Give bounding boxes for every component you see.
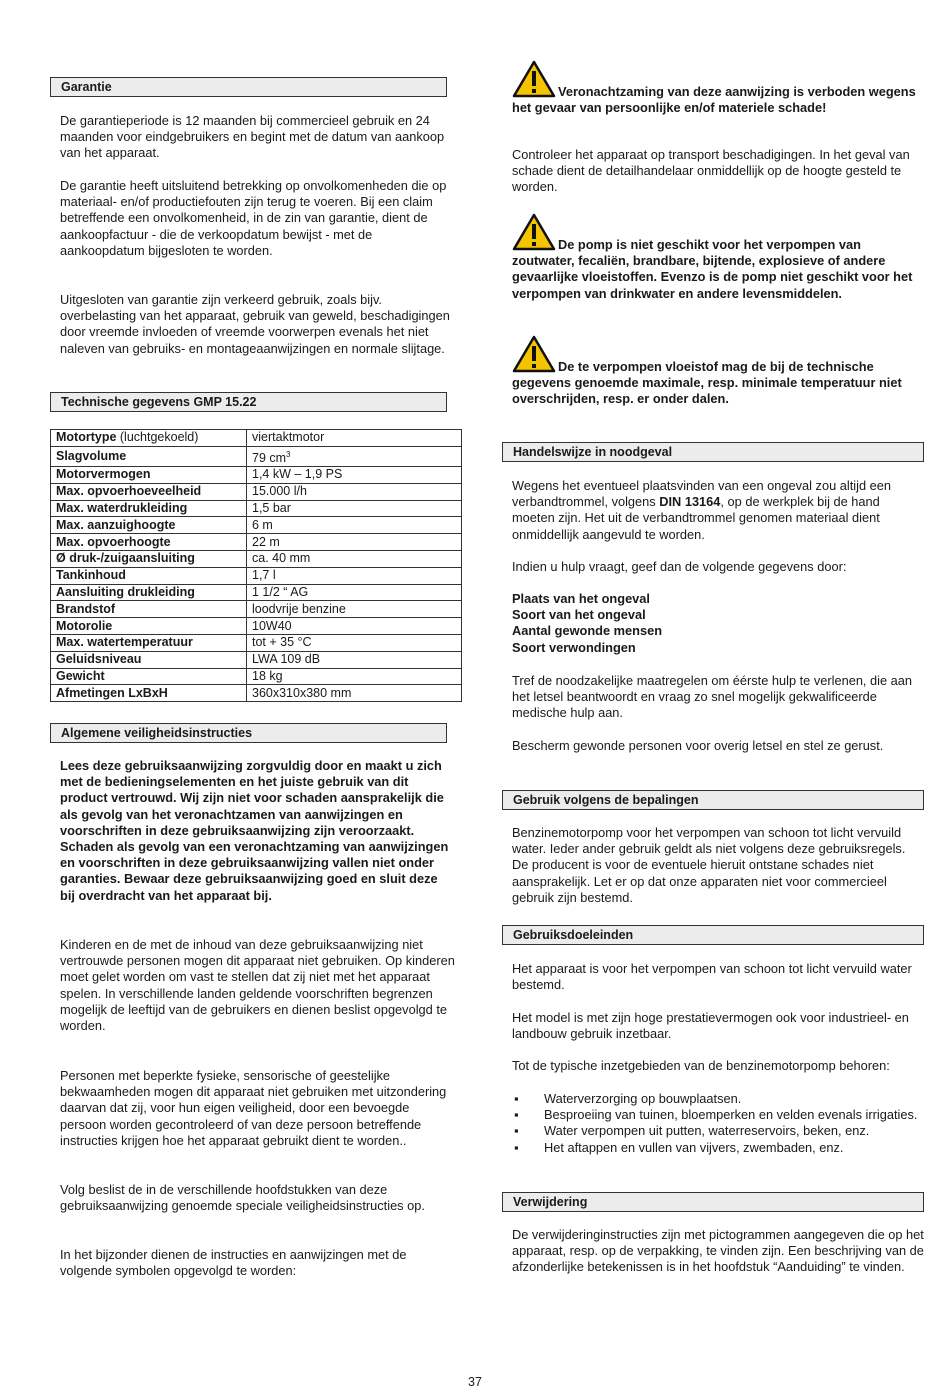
spec-key <box>51 567 247 584</box>
spec-value <box>247 550 462 567</box>
spec-value <box>247 668 462 685</box>
list-item <box>512 1107 924 1123</box>
spec-value <box>247 466 462 483</box>
spec-key-text: Gewicht <box>56 668 105 683</box>
spec-value <box>247 430 462 447</box>
spec-value <box>247 500 462 517</box>
warning-text-3: De te verpompen vloeistof mag de bij de technische gegevens genoemde maximale, resp. minimale temperatuur niet overschrijden, resp. er onder dalen. <box>512 359 902 407</box>
spec-value-text: 360x310x380 mm <box>252 685 352 700</box>
spec-key-text: Motorolie <box>56 618 113 633</box>
table-row <box>51 517 462 534</box>
noodgeval-item: Plaats van het ongeval <box>512 591 650 606</box>
spec-key <box>51 500 247 517</box>
table-row <box>51 446 462 466</box>
spec-value-superscript: 3 <box>286 449 291 459</box>
table-row <box>51 430 462 447</box>
spec-key-text: Aansluiting drukleiding <box>56 584 195 599</box>
section-header-doeleinden: Gebruiksdoeleinden <box>502 925 924 945</box>
veiligheid-paragraph-personen: Personen met beperkte fysieke, sensorische of geestelijke bekwaamheden mogen dit apparaat niet gebruiken met uitzondering daarvan dat zij, voor hun eigen veiligheid, door een bevoegde persoon worden gecontroleerd of van deze persoon betreffende instructies krijgen hoe het apparaat gebruikt dient te worden.. <box>60 1068 447 1148</box>
spec-value-text: LWA 109 dB <box>252 652 321 667</box>
spec-key <box>51 550 247 567</box>
section-header-garantie: Garantie <box>50 77 447 97</box>
garantie-paragraph-3: Uitgesloten van garantie zijn verkeerd gebruik, zoals bijv. overbelasting van het apparaat, gebruik van geweld, beschadigingen door vreemde invloeden of vreemde voorwerpen evenals het niet naleven van gebruiks- en montageaanwijzingen en normale slijtage. <box>60 292 450 356</box>
spec-value <box>247 517 462 534</box>
spec-key-text: Slagvolume <box>56 448 127 463</box>
spec-key <box>51 634 247 651</box>
spec-key <box>51 601 247 618</box>
bullet-icon: ▪ <box>514 1107 519 1123</box>
list-item <box>512 1140 924 1156</box>
table-row <box>51 634 462 651</box>
spec-key-text: Max. watertemperatuur <box>56 635 193 650</box>
section-header-noodgeval: Handelswijze in noodgeval <box>502 442 924 462</box>
spec-value <box>247 534 462 551</box>
spec-key <box>51 517 247 534</box>
noodgeval-item: Soort van het ongeval <box>512 607 646 623</box>
spec-key <box>51 430 247 447</box>
doeleinden-paragraph-3: Tot de typische inzetgebieden van de benzinemotorpomp behoren: <box>512 1058 890 1073</box>
warning-triangle-icon <box>512 60 556 98</box>
spec-key-text: Max. opvoerhoeveelheid <box>56 484 202 499</box>
spec-value-text: 1,4 kW – 1,9 PS <box>252 467 343 482</box>
table-row <box>51 567 462 584</box>
spec-key-text: Afmetingen LxBxH <box>56 685 168 700</box>
spec-key <box>51 668 247 685</box>
warning-triangle-icon <box>512 335 556 373</box>
warning-block-1 <box>512 60 924 116</box>
controle-paragraph: Controleer het apparaat op transport beschadigingen. In het geval van schade dient de detailhandelaar onmiddellijk op de hoogte gesteld te worden. <box>512 147 910 195</box>
veiligheid-intro-bold: Lees deze gebruiksaanwijzing zorgvuldig door en maakt u zich met de bedieningselementen en het juiste gebruik van dit product vertrouwd. Wij zijn niet voor schaden aansprakelijk die als gevolg van het veronachtzamen van aanwijzingen en voorschriften in deze gebruiksaanwijzing zijn veroorzaakt. Schaden als gevolg van een veronachtzaming van aanwijzingen en voorschriften in deze gebruiksaanwijzing vallen niet onder garanties. Bewaar deze gebruiksaanwijzing goed en sluit deze bij overdracht van het apparaat bij. <box>60 758 449 903</box>
veiligheid-paragraph-symbolen: In het bijzonder dienen de instructies en aanwijzingen met de volgende symbolen opgevolgd te worden: <box>60 1247 407 1279</box>
spec-value-text: ca. 40 mm <box>252 551 311 566</box>
spec-key-text: Motorvermogen <box>56 467 151 482</box>
spec-value-text: 10W40 <box>252 618 292 633</box>
spec-key-text: Geluidsniveau <box>56 652 142 667</box>
spec-value-text: 18 kg <box>252 668 283 683</box>
spec-key <box>51 685 247 702</box>
warning-text-1: Veronachtzaming van deze aanwijzing is verboden wegens het gevaar van persoonlijke en/of materiele schade! <box>512 84 916 116</box>
spec-key <box>51 446 247 466</box>
warning-block-2 <box>512 213 924 302</box>
spec-value-text: tot + 35 °C <box>252 635 312 650</box>
spec-key-text: Max. waterdrukleiding <box>56 500 188 515</box>
noodgeval-paragraph-2: Indien u hulp vraagt, geef dan de volgende gegevens door: <box>512 559 847 574</box>
garantie-paragraph-1: De garantieperiode is 12 maanden bij commercieel gebruik en 24 maanden voor eindgebruikers en begint met de datum van aankoop van het apparaat. <box>60 113 445 161</box>
tech-specs-table <box>50 429 462 702</box>
noodgeval-item: Aantal gewonde mensen <box>512 623 663 639</box>
spec-value-text: 1 1/2 “ AG <box>252 584 309 599</box>
list-item-text: Water verpompen uit putten, waterreservoirs, beken, enz. <box>544 1123 870 1139</box>
doeleinden-paragraph-1: Het apparaat is voor het verpompen van schoon tot licht vervuild water bestemd. <box>512 961 912 993</box>
spec-key-text: Tankinhoud <box>56 568 126 583</box>
spec-value-text: viertaktmotor <box>252 430 325 445</box>
veiligheid-paragraph-kinderen: Kinderen en de met de inhoud van deze gebruiksaanwijzing niet vertrouwde personen mogen dit apparaat niet gebruiken. Op kinderen moet gelet worden om vast te stellen dat zij niet met het apparaat spelen. In verschillende landen geldende voorschriften begrenzen mogelijk de leeftijd van de gebruikers en dienen beslist opgevolgd te worden. <box>60 937 455 1034</box>
spec-key-text: Max. aanzuighoogte <box>56 517 176 532</box>
noodgeval-paragraph-3: Tref de noodzakelijke maatregelen om éérste hulp te verlenen, die aan het letsel beantwoordt en vraag zo snel mogelijk gekwalificeerde medische hulp aan. <box>512 673 913 721</box>
warning-text-2: De pomp is niet geschikt voor het verpompen van zoutwater, fecaliën, brandbare, bijtende, explosieve of andere gevaarlijke vloeistoffen. Evenzo is de pomp niet geschikt voor het verpompen van drinkwater en andere levensmiddelen. <box>512 237 913 301</box>
spec-key-text: Max. opvoerhoogte <box>56 534 171 549</box>
veiligheid-paragraph-volg: Volg beslist de in de verschillende hoofdstukken van deze gebruiksaanwijzing genoemde speciale veiligheidsinstructies op. <box>60 1182 425 1214</box>
warning-block-3 <box>512 335 924 408</box>
table-row <box>51 651 462 668</box>
section-header-tech: Technische gegevens GMP 15.22 <box>50 392 447 412</box>
page-number: 37 <box>468 1375 482 1389</box>
spec-key-note: (luchtgekoeld) <box>116 430 199 445</box>
doeleinden-paragraph-2: Het model is met zijn hoge prestatievermogen ook voor industrieel- en landbouw gebruik inzetbaar. <box>512 1010 909 1042</box>
spec-value <box>247 634 462 651</box>
spec-value <box>247 651 462 668</box>
table-row <box>51 584 462 601</box>
bullet-icon: ▪ <box>514 1123 519 1139</box>
bullet-icon: ▪ <box>514 1091 519 1106</box>
list-item-text: Het aftappen en vullen van vijvers, zwembaden, enz. <box>544 1139 844 1155</box>
din-norm: DIN 13164 <box>659 494 721 510</box>
table-row <box>51 668 462 685</box>
spec-value <box>247 685 462 702</box>
spec-value <box>247 584 462 601</box>
table-row <box>51 500 462 517</box>
spec-value-text: 1,7 l <box>252 568 276 583</box>
spec-key-text: Motortype <box>56 430 117 445</box>
list-item <box>512 1091 924 1107</box>
section-header-veiligheid: Algemene veiligheidsinstructies <box>50 723 447 743</box>
spec-value-text: 6 m <box>252 517 273 532</box>
table-row <box>51 534 462 551</box>
section-header-bepalingen: Gebruik volgens de bepalingen <box>502 790 924 810</box>
list-item <box>512 1123 924 1139</box>
noodgeval-p1-text-a: Wegens het eventueel plaatsvinden van een ongeval zou altijd een verbandtrommel, volgens <box>512 478 891 510</box>
list-item-text: Besproeiing van tuinen, bloemperken en velden evenals irrigaties. <box>544 1107 918 1123</box>
spec-key <box>51 651 247 668</box>
bullet-icon: ▪ <box>514 1139 519 1155</box>
noodgeval-p1-text-c: , op de werkplek bij de hand moeten zijn. Het uit de verbandtrommel genomen materiaal dient onmiddellijk aangevuld te worden. <box>512 494 880 542</box>
table-row <box>51 483 462 500</box>
spec-key-text: Brandstof <box>56 601 116 616</box>
list-item-text: Waterverzorging op bouwplaatsen. <box>544 1091 742 1106</box>
table-row <box>51 685 462 702</box>
spec-value <box>247 618 462 635</box>
spec-key <box>51 584 247 601</box>
garantie-paragraph-2: De garantie heeft uitsluitend betrekking op onvolkomenheden die op materiaal- en/of productiefouten zijn terug te voeren. Bij een claim betreffende een onvolkomenheid, in de zin van garantie, dient de aankoopfactuur - die de verkoopdatum bewijst - met de aankoopdatum bijgesloten te worden. <box>60 178 447 258</box>
spec-value-text: 1,5 bar <box>252 500 291 515</box>
spec-key <box>51 466 247 483</box>
spec-value-text: 15.000 l/h <box>252 484 307 499</box>
noodgeval-item: Soort verwondingen <box>512 639 636 655</box>
table-row <box>51 618 462 635</box>
noodgeval-items <box>512 591 924 656</box>
doeleinden-bullet-list <box>512 1091 924 1156</box>
warning-triangle-icon <box>512 213 556 251</box>
noodgeval-paragraph-4: Bescherm gewonde personen voor overig letsel en stel ze gerust. <box>512 738 884 753</box>
spec-key <box>51 618 247 635</box>
bepalingen-paragraph: Benzinemotorpomp voor het verpompen van schoon tot licht vervuild water. Ieder ander gebruik geldt als niet volgens deze gebruiksregels. De producent is voor de eventuele hieruit ontstane schades niet aansprakelijk. Let er op dat onze apparaten niet voor commercieel gebruik zijn bestemd. <box>512 825 906 905</box>
spec-value-text: 22 m <box>252 534 280 549</box>
spec-key <box>51 483 247 500</box>
table-row <box>51 601 462 618</box>
spec-key <box>51 534 247 551</box>
table-row <box>51 466 462 483</box>
spec-value <box>247 483 462 500</box>
spec-value <box>247 601 462 618</box>
spec-value <box>247 567 462 584</box>
verwijdering-paragraph: De verwijderinginstructies zijn met pictogrammen aangegeven die op het apparaat, resp. op de verpakking, te vinden zijn. Een beschrijving van de afzonderlijke betekenissen is in het hoofdstuk “Aanduiding” te vinden. <box>512 1227 924 1275</box>
spec-value-text: loodvrije benzine <box>252 601 346 616</box>
spec-key-text: Ø druk-/zuigaansluiting <box>56 551 195 566</box>
noodgeval-paragraph-1 <box>512 478 924 543</box>
spec-value-text: 79 cm <box>252 450 287 465</box>
table-row <box>51 550 462 567</box>
spec-value <box>247 446 462 466</box>
section-header-verwijdering: Verwijdering <box>502 1192 924 1212</box>
